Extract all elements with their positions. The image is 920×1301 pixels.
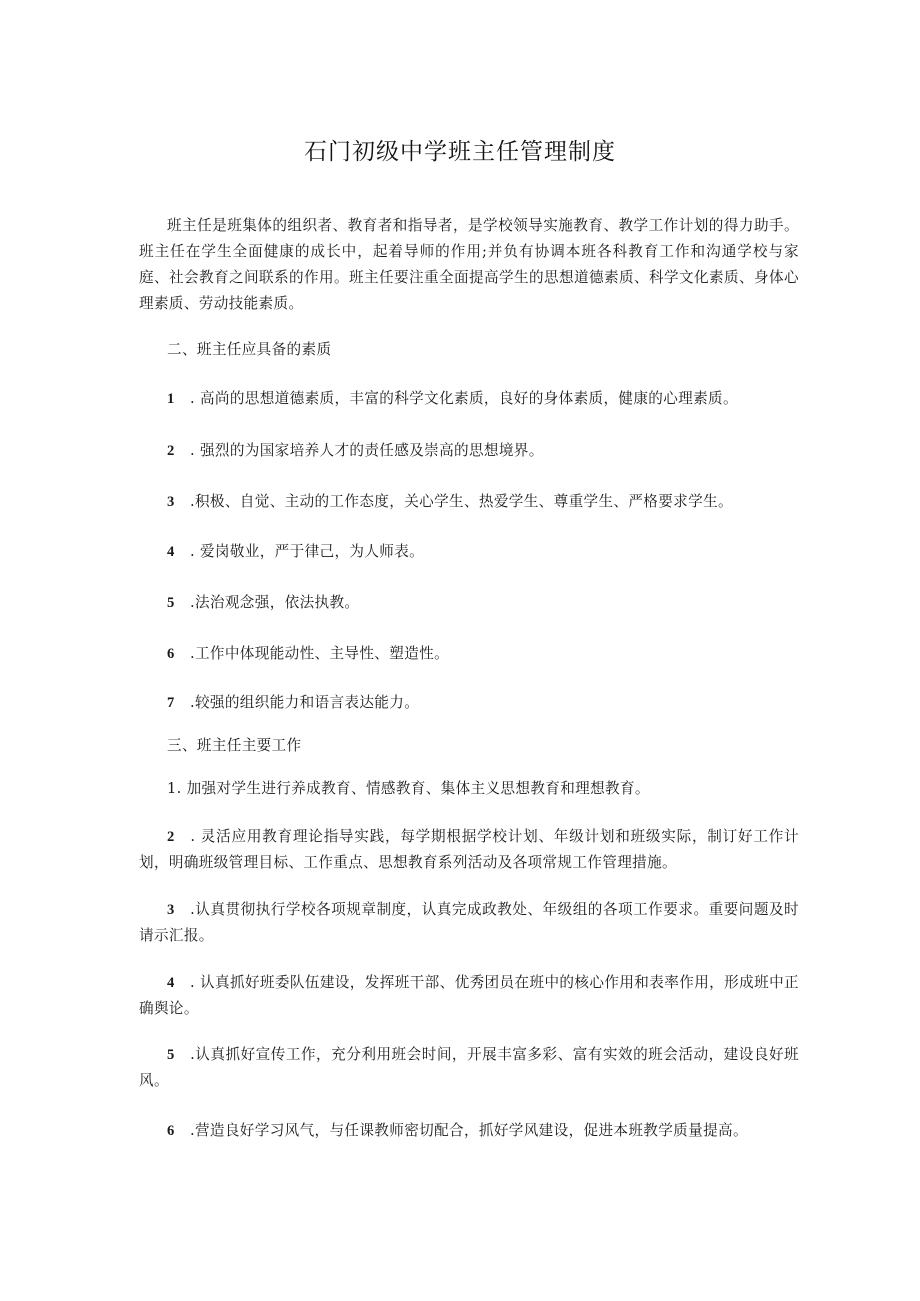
item-text: .法治观念强，依法执教。 xyxy=(185,594,360,611)
item-number: 5 xyxy=(167,1047,175,1063)
section-2-item-6 xyxy=(139,641,827,667)
section-2-item-7 xyxy=(139,690,827,716)
section-3-item-4 xyxy=(139,970,799,1022)
item-text: . 强烈的为国家培养人才的责任感及崇高的思想境界。 xyxy=(185,442,544,459)
document-title: 石门初级中学班主任管理制度 xyxy=(304,139,616,165)
section-3-heading: 三、班主任主要工作 xyxy=(167,737,302,754)
section-2-item-2 xyxy=(139,438,827,464)
section-2-item-1 xyxy=(139,386,827,412)
item-number: 6 xyxy=(167,646,175,662)
section-3-item-5 xyxy=(139,1042,799,1094)
intro-paragraph: 班主任是班集体的组织者、教育者和指导者，是学校领导实施教育、教学工作计划的得力助手。班主任在学生全面健康的成长中，起着导师的作用;并负有协调本班各科教育工作和沟通学校与家庭、社会教育之间联系的作用。班主任要注重全面提高学生的思想道德素质、科学文化素质、身体心理素质、劳动技能素质。 xyxy=(139,217,799,312)
item-number: 1 xyxy=(167,391,175,407)
item-number: 2 xyxy=(167,443,175,459)
item-text: . 认真抓好班委队伍建设，发挥班干部、优秀团员在班中的核心作用和表率作用，形成班中正确舆论。 xyxy=(139,974,799,1017)
item-number: 5 xyxy=(167,595,175,611)
section-3-item-6 xyxy=(139,1118,799,1144)
section-2-item-4 xyxy=(139,539,827,565)
item-number: 6 xyxy=(167,1123,175,1139)
item-text: . 爱岗敬业，严于律己，为人师表。 xyxy=(185,543,425,560)
item-number: 3 xyxy=(167,902,175,918)
section-2-item-3 xyxy=(139,489,827,515)
item-text: .认真贯彻执行学校各项规章制度，认真完成政教处、年级组的各项工作要求。重要问题及时请示汇报。 xyxy=(139,901,799,944)
item-text: . 高尚的思想道德素质，丰富的科学文化素质，良好的身体素质，健康的心理素质。 xyxy=(185,390,738,407)
item-text: .营造良好学习风气，与任课教师密切配合，抓好学风建设，促进本班教学质量提高。 xyxy=(185,1122,748,1139)
item-number: 4 xyxy=(167,975,175,991)
item-number: 3 xyxy=(167,494,175,510)
item-number: 4 xyxy=(167,544,175,560)
section-3-item-2 xyxy=(139,824,799,876)
item-text: .工作中体现能动性、主导性、塑造性。 xyxy=(185,645,450,662)
item-number: 7 xyxy=(167,695,175,711)
section-3-item-3 xyxy=(139,897,799,949)
section-2-heading: 二、班主任应具备的素质 xyxy=(167,341,332,358)
section-3-item-1: 1. 加强对学生进行养成教育、情感教育、集体主义思想教育和理想教育。 xyxy=(167,780,650,797)
item-text: .认真抓好宣传工作，充分利用班会时间，开展丰富多彩、富有实效的班会活动，建设良好班风。 xyxy=(139,1046,799,1089)
item-text: .较强的组织能力和语言表达能力。 xyxy=(185,694,420,711)
item-text: . 灵活应用教育理论指导实践，每学期根据学校计划、年级计划和班级实际，制订好工作计划，明确班级管理目标、工作重点、思想教育系列活动及各项常规工作管理措施。 xyxy=(139,828,799,871)
item-number: 2 xyxy=(167,829,175,845)
item-text: .积极、自觉、主动的工作态度，关心学生、热爱学生、尊重学生、严格要求学生。 xyxy=(185,493,733,510)
section-2-item-5 xyxy=(139,590,827,616)
